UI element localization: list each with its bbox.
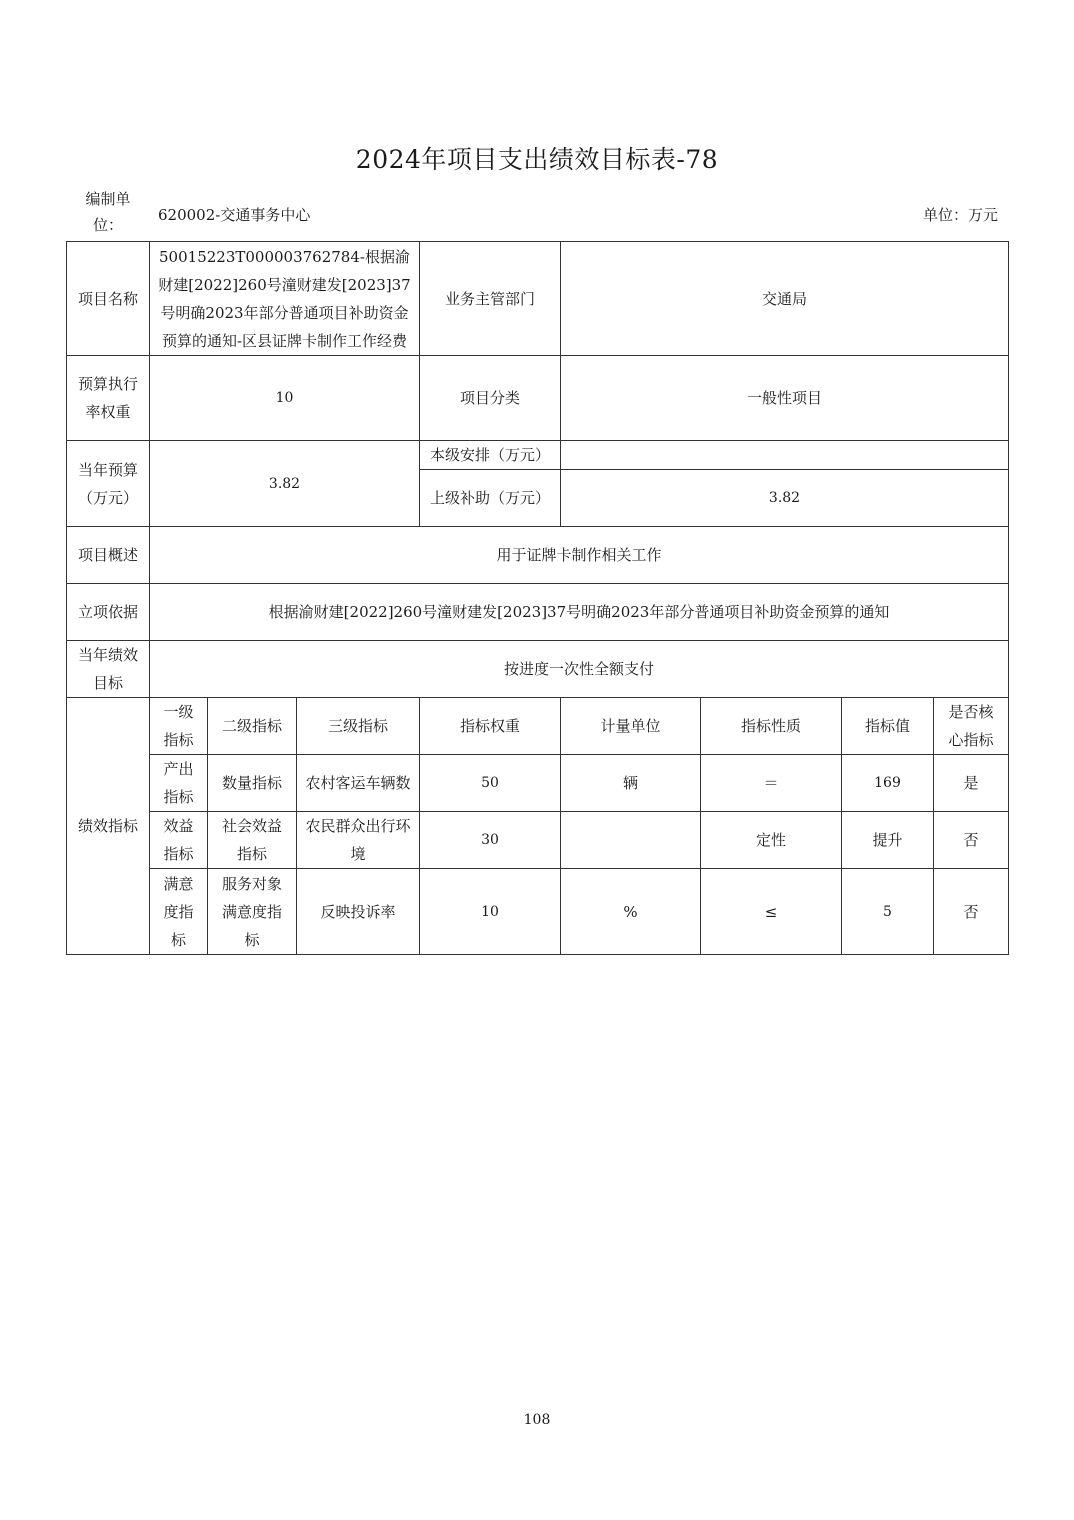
nature: ＝ (701, 755, 842, 812)
level3: 农民群众出行环境 (297, 812, 420, 869)
performance-table (66, 241, 1009, 955)
row-goal (67, 641, 1009, 698)
weight: 50 (420, 755, 561, 812)
is-core: 是 (934, 755, 1009, 812)
value: 5 (842, 869, 934, 955)
indicator-row (67, 755, 1009, 812)
row-basis (67, 584, 1009, 641)
weight: 30 (420, 812, 561, 869)
level2: 社会效益指标 (208, 812, 297, 869)
subsidy-label: 上级补助（万元） (420, 470, 561, 527)
indicator-section-label: 绩效指标 (67, 698, 150, 955)
org-value: 620002-交通事务中心 (158, 206, 311, 224)
org-label: 编制单位： (85, 190, 131, 234)
col-header: 三级指标 (297, 698, 420, 755)
col-header: 是否核心指标 (934, 698, 1009, 755)
col-header: 指标权重 (420, 698, 561, 755)
page-title: 2024年项目支出绩效目标表-78 (355, 145, 719, 174)
weight-value: 10 (150, 356, 420, 441)
indicator-header-row (67, 698, 1009, 755)
level1: 产出指标 (150, 755, 208, 812)
basis-label: 立项依据 (67, 584, 150, 641)
level1: 效益指标 (150, 812, 208, 869)
weight: 10 (420, 869, 561, 955)
col-header: 指标性质 (701, 698, 842, 755)
overview-value: 用于证牌卡制作相关工作 (150, 527, 1009, 584)
row-project-name (67, 242, 1009, 356)
value: 169 (842, 755, 934, 812)
unit (561, 812, 701, 869)
budget-label: 当年预算（万元） (67, 441, 150, 527)
dept-label: 业务主管部门 (420, 242, 561, 356)
page-number: 108 (523, 1412, 551, 1428)
goal-label: 当年绩效目标 (67, 641, 150, 698)
goal-value: 按进度一次性全额支付 (150, 641, 1009, 698)
row-budget-local (67, 441, 1009, 470)
level2: 服务对象满意度指标 (208, 869, 297, 955)
weight-label: 预算执行率权重 (67, 356, 150, 441)
unit: 辆 (561, 755, 701, 812)
value: 提升 (842, 812, 934, 869)
col-header: 指标值 (842, 698, 934, 755)
row-weight (67, 356, 1009, 441)
budget-value: 3.82 (150, 441, 420, 527)
dept-value: 交通局 (561, 242, 1009, 356)
col-header: 计量单位 (561, 698, 701, 755)
category-label: 项目分类 (420, 356, 561, 441)
overview-label: 项目概述 (67, 527, 150, 584)
level1: 满意度指标 (150, 869, 208, 955)
level2: 数量指标 (208, 755, 297, 812)
row-overview (67, 527, 1009, 584)
subsidy-value: 3.82 (561, 470, 1009, 527)
local-label: 本级安排（万元） (420, 441, 561, 470)
nature: 定性 (701, 812, 842, 869)
unit: % (561, 869, 701, 955)
indicator-row (67, 869, 1009, 955)
indicator-row (67, 812, 1009, 869)
col-header: 一级指标 (150, 698, 208, 755)
category-value: 一般性项目 (561, 356, 1009, 441)
basis-value: 根据渝财建[2022]260号潼财建发[2023]37号明确2023年部分普通项目补助资金预算的通知 (150, 584, 1009, 641)
is-core: 否 (934, 869, 1009, 955)
unit-label: 单位：万元 (922, 206, 998, 224)
level3: 反映投诉率 (297, 869, 420, 955)
nature: ≤ (701, 869, 842, 955)
is-core: 否 (934, 812, 1009, 869)
local-value (561, 441, 1009, 470)
level3: 农村客运车辆数 (297, 755, 420, 812)
project-name-label: 项目名称 (67, 242, 150, 356)
project-name-value: 50015223T000003762784-根据渝财建[2022]260号潼财建发[2023]37号明确2023年部分普通项目补助资金预算的通知-区县证牌卡制作工作经费 (150, 242, 420, 356)
col-header: 二级指标 (208, 698, 297, 755)
